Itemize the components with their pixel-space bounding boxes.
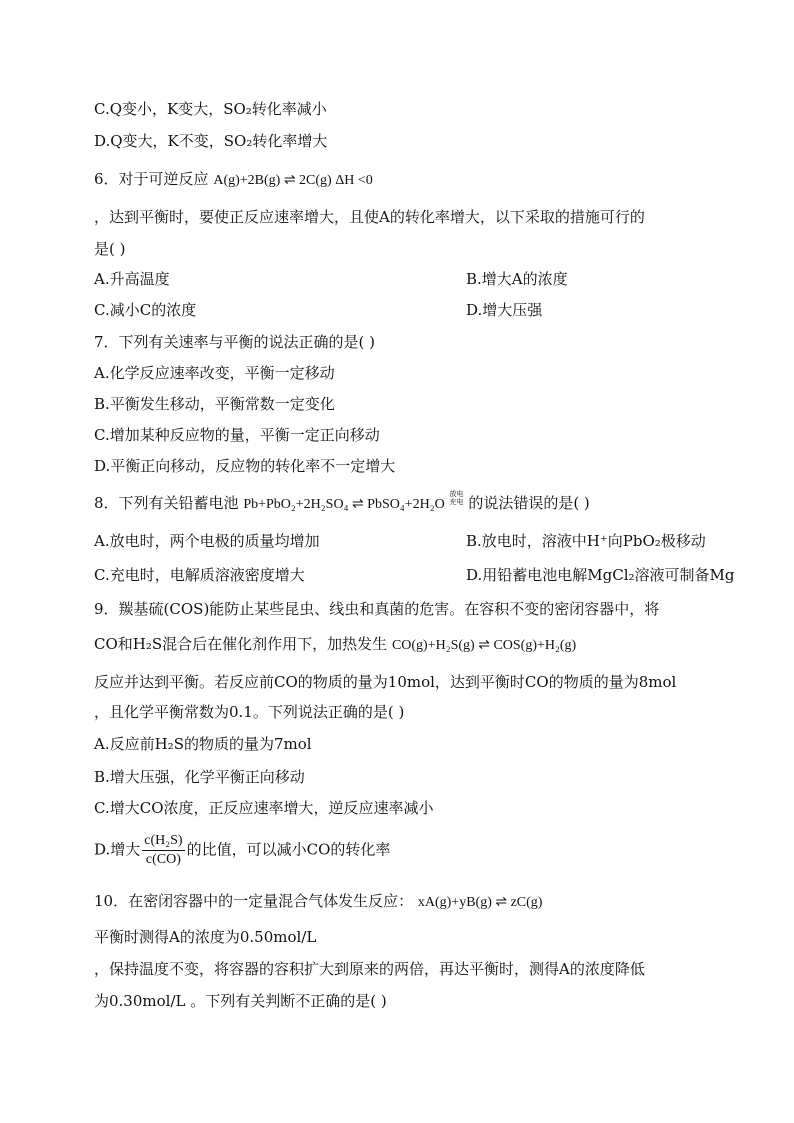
q9-equation: CO(g)+H₂S(g) ⇌ COS(g)+H₂(g) xyxy=(391,638,577,653)
q6-option-row2 xyxy=(94,299,543,321)
q5-option-c: C.Q变小，K变大，SO₂转化率减小 xyxy=(94,100,327,118)
q10-stem-line2: 平衡时测得A的浓度为0.50mol/L xyxy=(94,928,317,946)
q9-fraction-numerator: c(H₂S) xyxy=(142,832,184,851)
q6-option-c: C.减小C的浓度 xyxy=(94,301,197,319)
q6-stem-line3: 是( ) xyxy=(94,240,126,258)
q8-option-b: B.放电时，溶液中H⁺向PbO₂极移动 xyxy=(466,532,706,550)
q10-equation: xA(g)+yB(g) ⇌ zC(g) xyxy=(417,895,543,910)
q6-stem-line1 xyxy=(94,168,373,192)
q9-option-c: C.增大CO浓度，正反应速率增大，逆反应速率减小 xyxy=(94,799,434,817)
q6-option-a: A.升高温度 xyxy=(94,270,170,288)
q8-option-row2 xyxy=(94,564,735,586)
q5-option-d: D.Q变大，K不变，SO₂转化率增大 xyxy=(94,132,328,150)
q9-stem-line4: ，且化学平衡常数为0.1。下列说法正确的是( ) xyxy=(94,703,405,721)
q10-stem-line1 xyxy=(94,890,542,914)
q8-stem xyxy=(94,490,590,516)
q8-arrow-top-label: 放电 xyxy=(449,490,464,498)
q9-fraction-denominator: c(CO) xyxy=(145,852,181,867)
q9-option-a: A.反应前H₂S的物质的量为7mol xyxy=(94,735,312,753)
q8-stem-prefix: 8．下列有关铅蓄电池 xyxy=(94,494,239,512)
q9-stem-prefix: CO和H₂S混合后在催化剂作用下，加热发生 xyxy=(94,635,388,653)
q6-option-row1 xyxy=(94,268,568,290)
q9-option-b: B.增大压强，化学平衡正向移动 xyxy=(94,768,305,786)
q6-option-b: B.增大A的浓度 xyxy=(466,270,568,288)
q6-stem-line2: ，达到平衡时，要使正反应速率增大，且使A的转化率增大，以下采取的措施可行的 xyxy=(94,208,645,226)
q7-stem: 7．下列有关速率与平衡的说法正确的是( ) xyxy=(94,333,376,351)
q7-option-c: C.增加某种反应物的量，平衡一定正向移动 xyxy=(94,426,380,444)
q9-option-d-suffix: 的比值，可以减小CO的转化率 xyxy=(186,840,391,859)
q10-stem-line3: ，保持温度不变，将容器的容积扩大到原来的两倍，再达平衡时，测得A的浓度降低 xyxy=(94,960,645,978)
q9-stem-line3: 反应并达到平衡。若反应前CO的物质的量为10mol，达到平衡时CO的物质的量为8mol xyxy=(94,673,677,691)
q10-stem-prefix: 10．在密闭容器中的一定量混合气体发生反应： xyxy=(94,892,414,910)
q10-stem-line4: 为0.30mol/L 。下列有关判断不正确的是( ) xyxy=(94,992,387,1010)
q6-stem-prefix: 6．对于可逆反应 xyxy=(94,170,209,188)
q7-option-b: B.平衡发生移动，平衡常数一定变化 xyxy=(94,395,335,413)
q8-option-c: C.充电时，电解质溶液密度增大 xyxy=(94,566,305,584)
q8-option-d: D.用铅蓄电池电解MgCl₂溶液可制备Mg xyxy=(466,566,735,584)
q9-stem-line1: 9．羰基硫(COS)能防止某些昆虫、线虫和真菌的危害。在容积不变的密闭容器中，将 xyxy=(94,600,660,618)
q9-fraction xyxy=(142,832,184,869)
q8-arrow-labels xyxy=(450,490,464,506)
q6-equation: A(g)+2B(g) ⇌ 2C(g) ΔH <0 xyxy=(213,173,373,188)
q9-option-d xyxy=(94,832,390,869)
q6-option-d: D.增大压强 xyxy=(466,301,543,319)
q8-option-a: A.放电时，两个电极的质量均增加 xyxy=(94,532,320,550)
q8-equation: Pb+PbO₂+2H₂SO₄ ⇌ PbSO₄+2H₂O xyxy=(243,497,445,512)
q8-option-row1 xyxy=(94,530,706,552)
q7-option-d: D.平衡正向移动，反应物的转化率不一定增大 xyxy=(94,457,396,475)
q8-stem-suffix: 的说法错误的是( ) xyxy=(468,494,590,512)
q9-option-d-prefix: D.增大 xyxy=(94,840,141,859)
q8-arrow-bottom-label: 充电 xyxy=(449,498,464,506)
q7-option-a: A.化学反应速率改变，平衡一定移动 xyxy=(94,364,335,382)
q9-stem-line2 xyxy=(94,633,576,657)
